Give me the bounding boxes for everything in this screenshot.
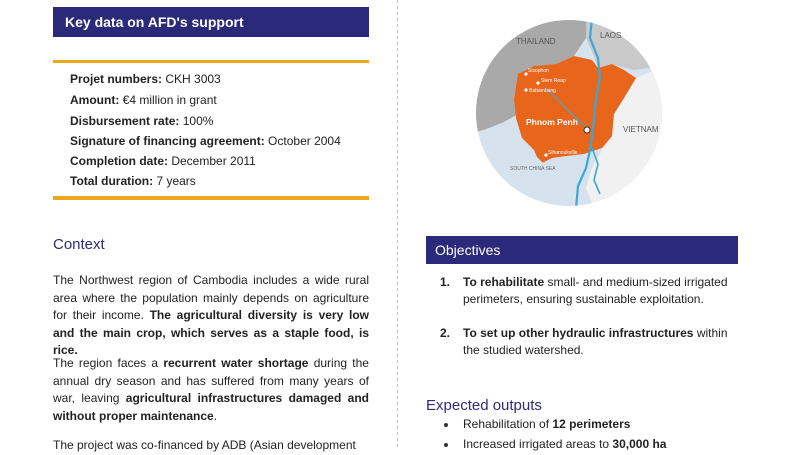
objective-item: To rehabilitate small- and medium-sized irrigated perimeters, ensuring sustainable exploitation.	[463, 275, 728, 306]
city-marker	[536, 81, 539, 84]
key-data-label: Projet numbers:	[70, 72, 163, 86]
objective-number: 2.	[440, 326, 451, 340]
objectives-heading: Objectives	[435, 242, 501, 258]
key-data-label: Signature of financing agreement:	[70, 134, 265, 148]
key-data-bottom-rule	[53, 196, 369, 200]
key-data-row	[70, 134, 341, 148]
key-data-row	[70, 72, 221, 86]
key-data-value: 7 years	[156, 174, 196, 188]
column-divider	[397, 0, 398, 450]
context-heading: Context	[53, 236, 105, 253]
cambodia-map	[474, 18, 664, 208]
key-data-row	[70, 154, 256, 168]
output-item: Rehabilitation of 12 perimeters	[463, 417, 631, 431]
city-label: Battambang	[529, 88, 556, 94]
key-data-title-bar	[53, 7, 369, 37]
key-data-row	[70, 93, 217, 107]
objective-number: 1.	[440, 275, 451, 289]
city-label: Sisophon	[528, 68, 549, 74]
thailand-label: THAILAND	[516, 37, 556, 46]
context-paragraph-3: The project was co-financed by ADB (Asian development	[53, 438, 356, 452]
objectives-title-bar	[426, 236, 738, 264]
context-paragraph-1: The Northwest region of Cambodia includes a wide rural area where the population mainly depends on agriculture for their income. The agricultural diversity is very low and the main crop, which serves as a staple food, is rice.	[53, 273, 369, 357]
capital-label: Phnom Penh	[526, 117, 578, 127]
key-data-row	[70, 114, 213, 128]
vietnam-label: VIETNAM	[623, 125, 659, 134]
key-data-label: Amount:	[70, 93, 120, 107]
objective-item: To set up other hydraulic infrastructures within the studied watershed.	[463, 326, 728, 357]
expected-outputs-heading: Expected outputs	[426, 397, 542, 414]
laos-label: LAOS	[600, 31, 622, 40]
key-data-value: 100%	[182, 114, 214, 128]
key-data-label: Disbursement rate:	[70, 114, 180, 128]
bullet-dot	[444, 443, 448, 447]
key-data-value: October 2004	[268, 134, 341, 148]
city-marker	[524, 88, 527, 91]
bullet-dot	[444, 423, 448, 427]
key-data-label: Completion date:	[70, 154, 168, 168]
key-data-label: Total duration:	[70, 174, 154, 188]
sea-label: SOUTH CHINA SEA	[510, 166, 556, 172]
context-paragraph-2: The region faces a recurrent water shortage during the annual dry season and has suffered from many years of war, leaving agricultural infrastructures damaged and without proper maintenance.	[53, 356, 369, 423]
key-data-row	[70, 174, 196, 188]
capital-marker	[584, 127, 590, 133]
key-data-value: €4 million in grant	[122, 93, 217, 107]
key-data-top-rule	[53, 60, 369, 63]
city-label: Sihanoukville	[548, 150, 578, 156]
output-item: Increased irrigated areas to 30,000 ha	[463, 437, 667, 451]
key-data-value: CKH 3003	[165, 72, 221, 86]
city-label: Siem Reap	[541, 78, 566, 84]
key-data-title: Key data on AFD's support	[65, 14, 244, 30]
key-data-value: December 2011	[171, 154, 256, 168]
